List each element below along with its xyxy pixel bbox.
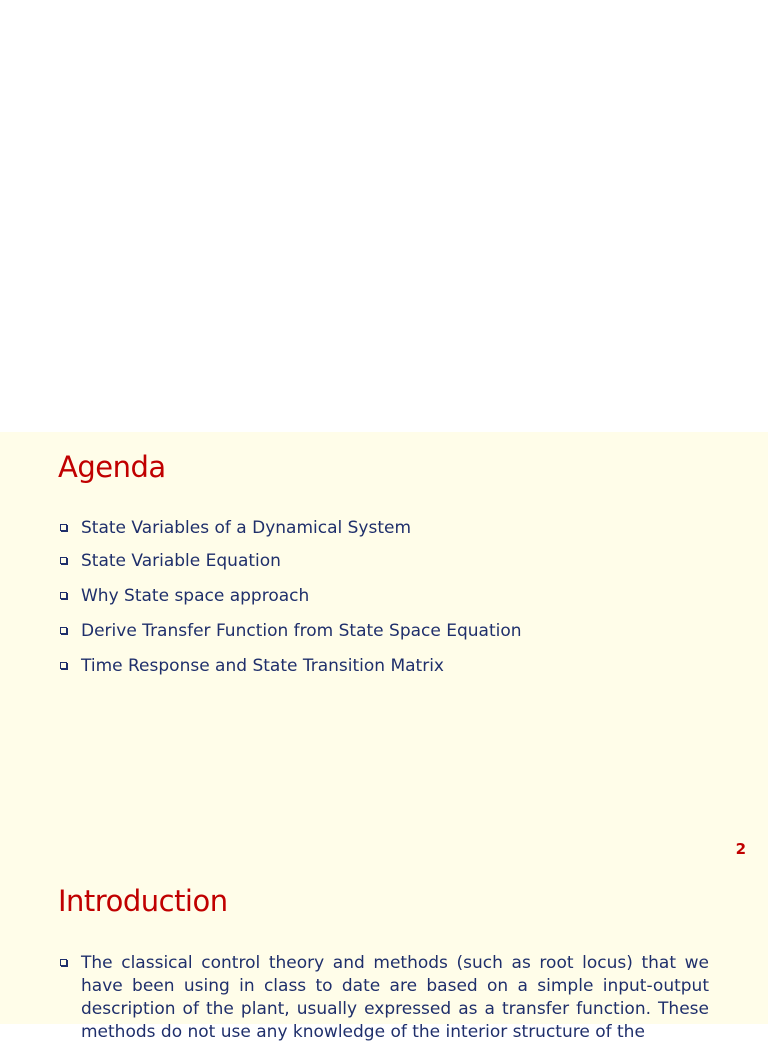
- introduction-slide: [0, 864, 768, 1042]
- introduction-paragraph: The classical control theory and methods (such as root locus) that we have been using in class to date are based on a simple input-output description of the plant, usually expressed as a transfer function. These methods do not use any knowledge of the interior structure of the: [81, 953, 709, 1042]
- bullet-square-icon: [60, 557, 67, 564]
- bullet-square-icon: [60, 592, 67, 599]
- page-number: 2: [735, 840, 746, 858]
- agenda-title: Agenda: [58, 450, 166, 484]
- introduction-bullet: [58, 952, 709, 1044]
- bullet-square-icon: [60, 627, 67, 634]
- bullet-square-icon: [60, 662, 67, 669]
- agenda-slide: Agenda State Variables of a Dynamical System State Variable Equation Why State space approach Derive Transfer Function from State Space Equation Time Response and State Transition Matrix 2: [0, 432, 768, 864]
- blank-page-area: [0, 0, 768, 432]
- bullet-square-icon: [60, 524, 67, 531]
- bullet-square-icon: [60, 959, 67, 966]
- introduction-title: Introduction: [58, 884, 228, 918]
